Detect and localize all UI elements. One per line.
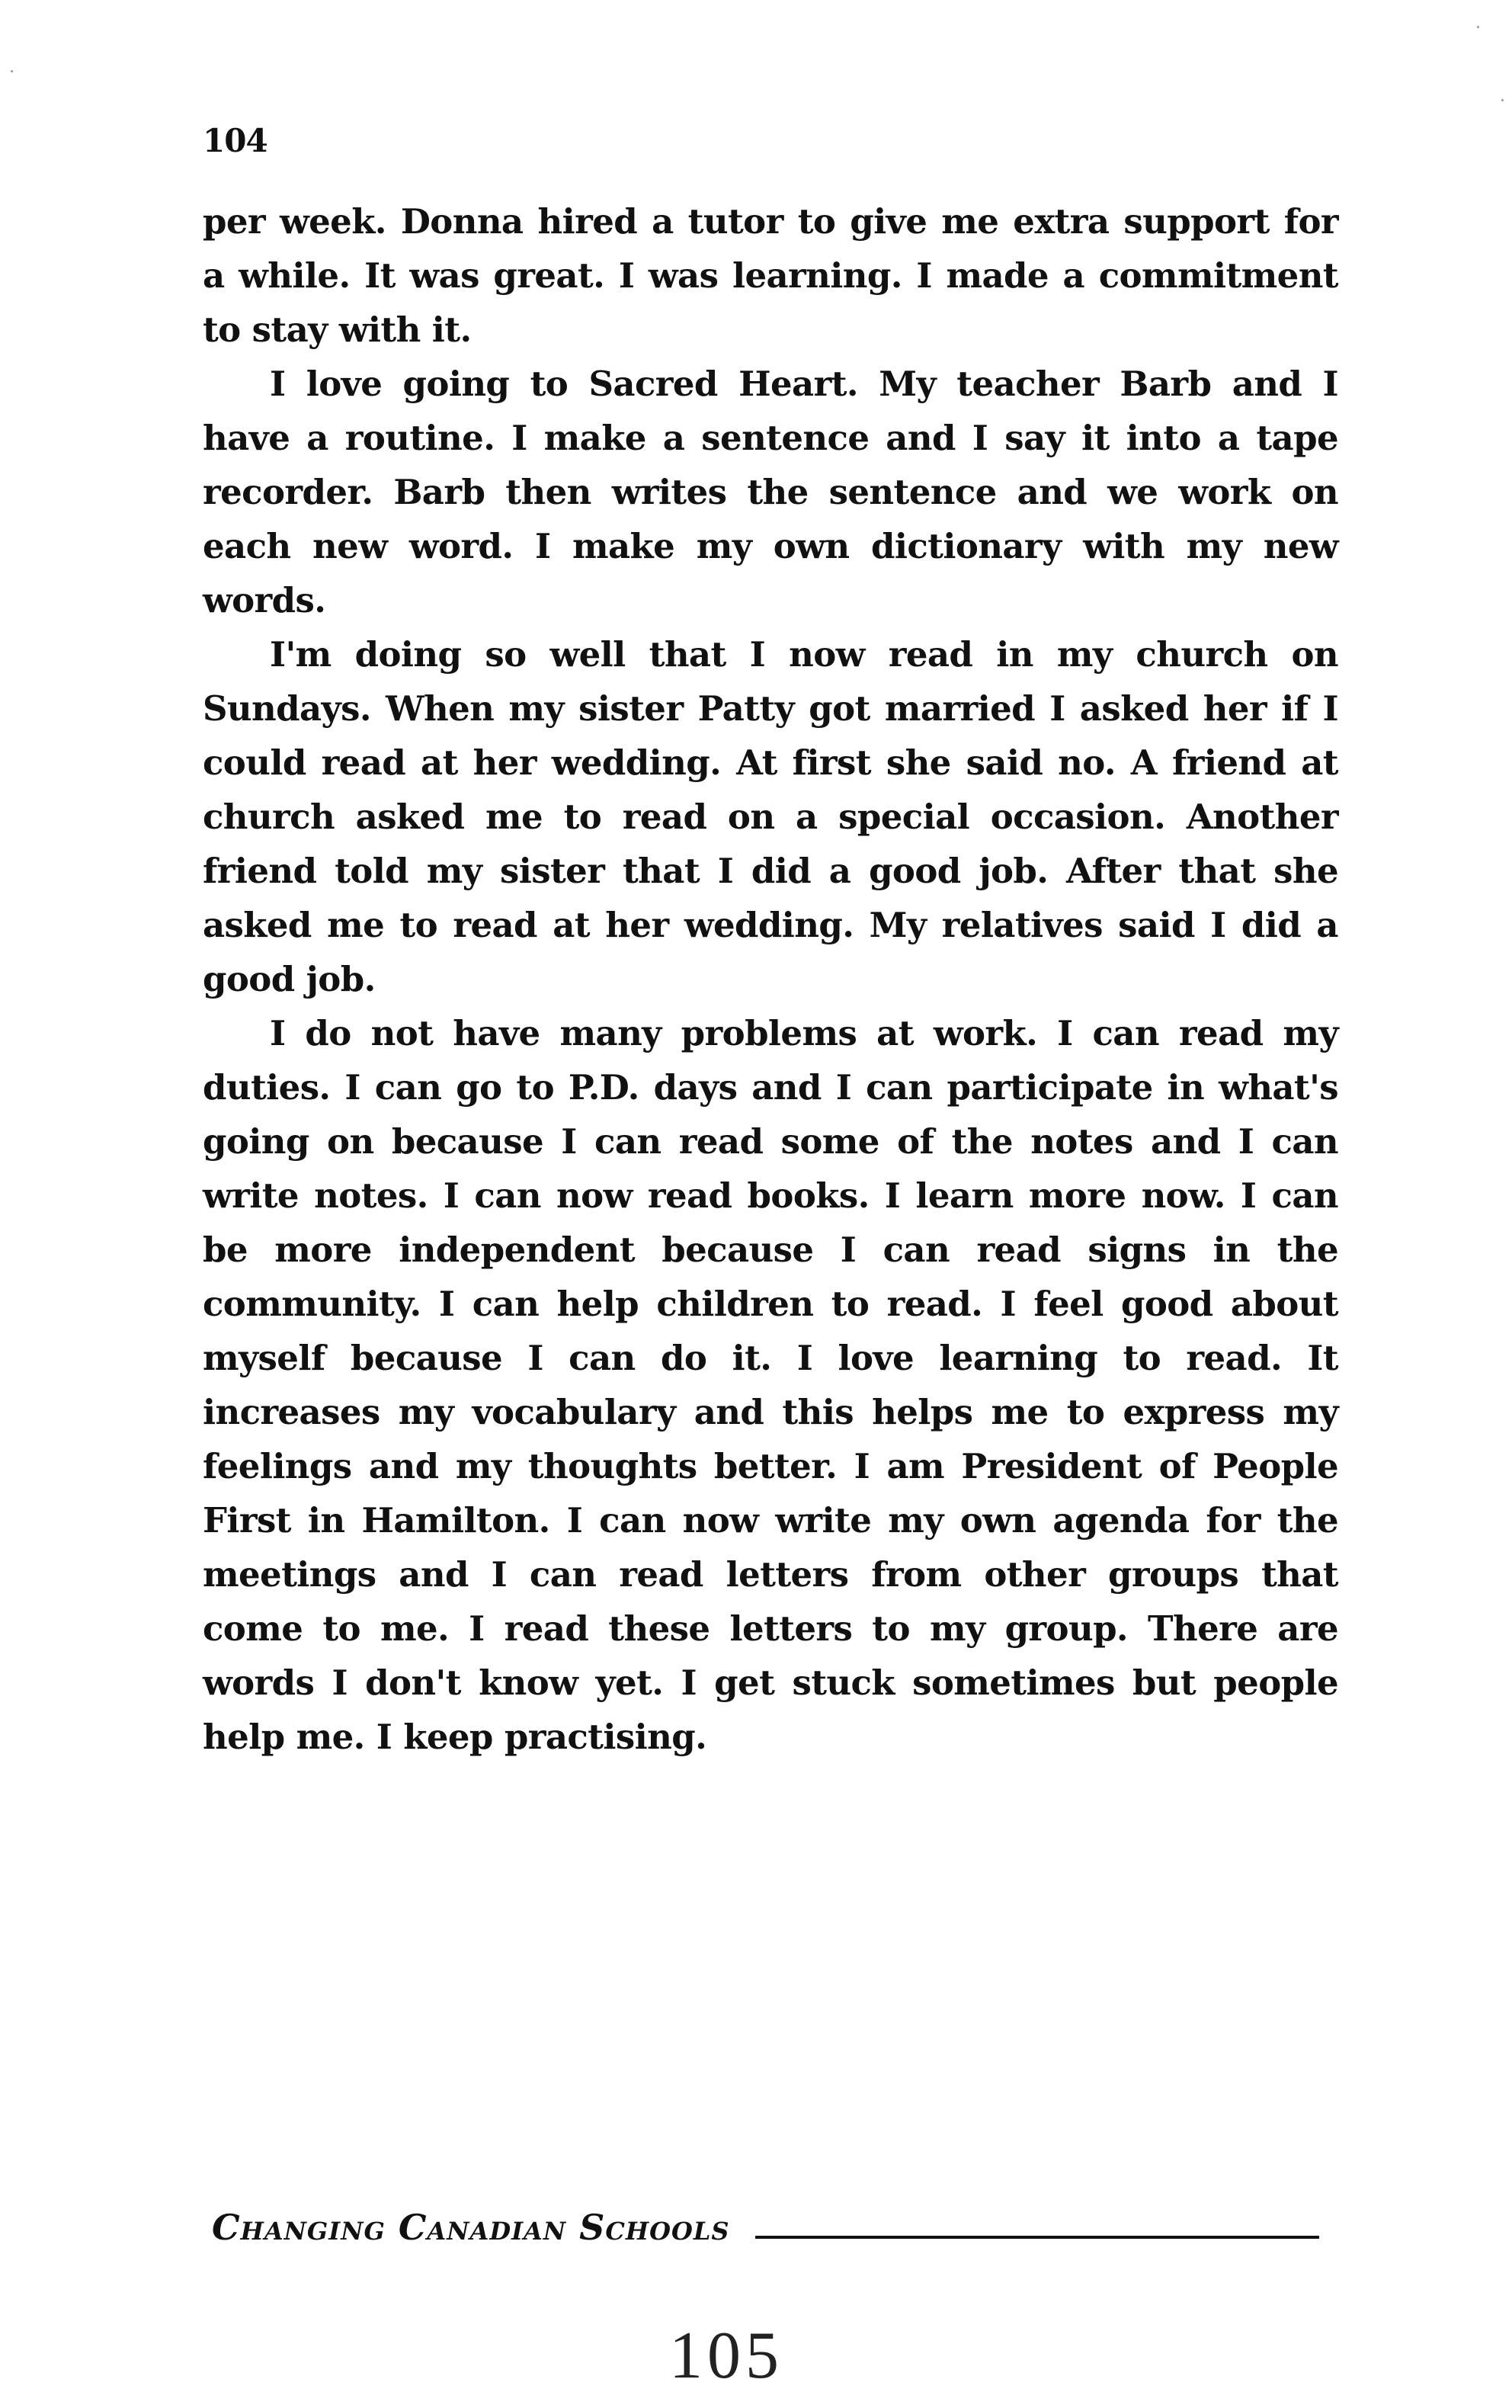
paragraph-2: I love going to Sacred Heart. My teacher Barb and I have a routine. I make a sentence and I say it into a tape recorder. Barb then writes the sentence and we work on each new word. I make my own dictionary with my new words. xyxy=(203,364,1338,620)
stamped-page-number: 105 xyxy=(669,2319,783,2393)
paragraph-1: per week. Donna hired a tutor to give me extra support for a while. It was great. I was learning. I made a commitment to stay with it. xyxy=(203,201,1338,350)
scan-speck xyxy=(11,70,13,72)
body-text xyxy=(203,194,1338,1764)
paragraph-3: I'm doing so well that I now read in my church on Sundays. When my sister Patty got married I asked her if I could read at her wedding. At first she said no. A friend at church asked me to read on a special occasion. Another friend told my sister that I did a good job. After that she asked me to read at her wedding. My relatives said I did a good job. xyxy=(203,634,1338,999)
book-title: Changing Canadian Schools xyxy=(212,2207,730,2248)
running-footer xyxy=(212,2207,1347,2248)
page-number: 104 xyxy=(203,122,267,159)
scan-speck xyxy=(1501,99,1504,101)
scan-speck xyxy=(1477,26,1479,28)
footer-rule xyxy=(755,2236,1319,2239)
paragraph-4: I do not have many problems at work. I can read my duties. I can go to P.D. days and I can participate in what's going on because I can read some of the notes and I can write notes. I can now read books. I learn more now. I can be more independent because I can read signs in the community. I can help children to read. I feel good about myself because I can do it. I love learning to read. It increases my vocabulary and this helps me to express my feelings and my thoughts better. I am President of People First in Hamilton. I can now write my own agenda for the meetings and I can read letters from other groups that come to me. I read these letters to my group. There are words I don't know yet. I get stuck sometimes but people help me. I keep practising. xyxy=(203,1013,1338,1757)
